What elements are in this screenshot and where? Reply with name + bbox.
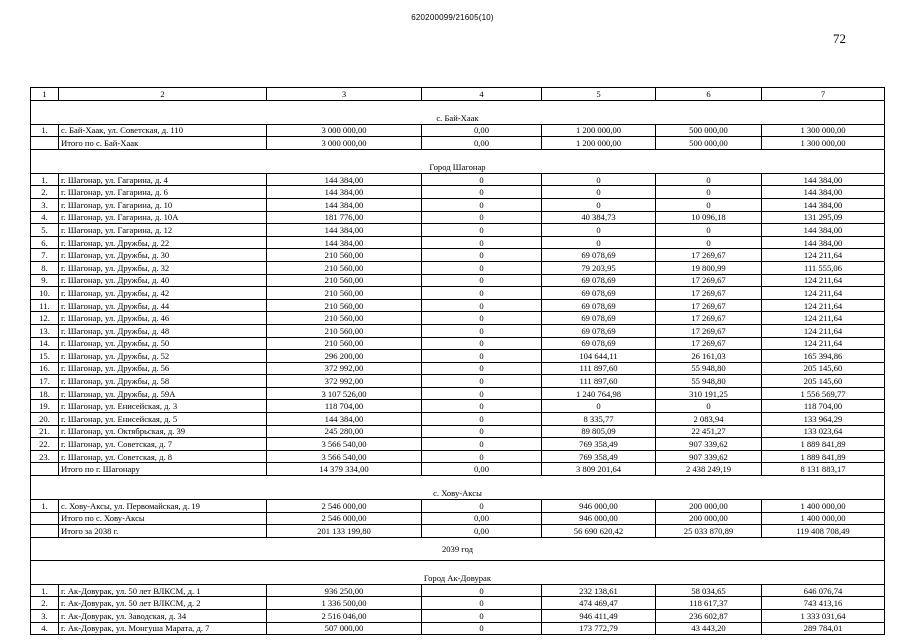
address-cell: Итого за 2038 г.	[59, 525, 267, 538]
col4-value: 0	[422, 287, 542, 300]
col5-value: 89 805,09	[542, 425, 656, 438]
col6-value: 55 948,80	[656, 375, 762, 388]
col7-value: 1 300 000,00	[762, 124, 885, 137]
col4-value: 0	[422, 173, 542, 186]
col6-value: 17 269,67	[656, 274, 762, 287]
col3-value: 181 776,00	[267, 211, 422, 224]
address-cell: г. Шагонар, ул. Гагарина, д. 12	[59, 224, 267, 237]
col4-value: 0	[422, 299, 542, 312]
col5-value: 8 335,77	[542, 413, 656, 426]
col3-value: 3 000 000,00	[267, 124, 422, 137]
col6-value: 26 161,03	[656, 350, 762, 363]
col4-value: 0	[422, 610, 542, 623]
col3-value: 2 546 000,00	[267, 500, 422, 513]
col6-value: 17 269,67	[656, 287, 762, 300]
col4-value: 0	[422, 362, 542, 375]
col3-value: 936 250,00	[267, 584, 422, 597]
col3-value: 14 379 334,00	[267, 463, 422, 476]
table-row	[31, 438, 885, 451]
col5-value: 232 138,61	[542, 584, 656, 597]
document-id: 620200099/21605(10)	[411, 13, 494, 22]
col7-value: 1 556 569,77	[762, 387, 885, 400]
row-number: 1.	[31, 124, 59, 137]
col4-value: 0	[422, 312, 542, 325]
address-cell: г. Шагонар, ул. Дружбы, д. 58	[59, 375, 267, 388]
col3-value: 144 384,00	[267, 413, 422, 426]
col6-value: 17 269,67	[656, 337, 762, 350]
col5-value: 0	[542, 198, 656, 211]
col3-value: 3 566 540,00	[267, 438, 422, 451]
row-number: 3.	[31, 198, 59, 211]
col6-value: 58 034,65	[656, 584, 762, 597]
col4-value: 0,00	[422, 124, 542, 137]
budget-table	[30, 87, 885, 635]
section-heading-row	[31, 476, 885, 500]
col5-value: 946 411,49	[542, 610, 656, 623]
total-row	[31, 525, 885, 538]
address-cell: г. Шагонар, ул. Гагарина, д. 10А	[59, 211, 267, 224]
address-cell: г. Шагонар, ул. Советская, д. 7	[59, 438, 267, 451]
row-number: 1.	[31, 500, 59, 513]
col4-value: 0,00	[422, 512, 542, 525]
col5-value: 1 200 000,00	[542, 124, 656, 137]
col4-value: 0	[422, 597, 542, 610]
col5-value: 1 240 764,98	[542, 387, 656, 400]
col7-value: 144 384,00	[762, 224, 885, 237]
col5-value: 40 384,73	[542, 211, 656, 224]
col3-value: 210 560,00	[267, 337, 422, 350]
col7-value: 165 394,86	[762, 350, 885, 363]
address-cell: с. Бай-Хаак, ул. Советская, д. 110	[59, 124, 267, 137]
col5-value: 104 644,11	[542, 350, 656, 363]
address-cell: г. Шагонар, ул. Дружбы, д. 48	[59, 324, 267, 337]
table-row	[31, 400, 885, 413]
col6-value: 0	[656, 186, 762, 199]
row-number: 14.	[31, 337, 59, 350]
address-cell: г. Шагонар, ул. Енисейская, д. 5	[59, 413, 267, 426]
col5-value: 69 078,69	[542, 324, 656, 337]
col4-value: 0	[422, 387, 542, 400]
total-row	[31, 463, 885, 476]
col5-value: 3 809 201,64	[542, 463, 656, 476]
col3-value: 144 384,00	[267, 198, 422, 211]
section-heading-row	[31, 149, 885, 173]
col7-value: 133 023,64	[762, 425, 885, 438]
col4-value: 0	[422, 261, 542, 274]
col5-value: 0	[542, 400, 656, 413]
table-row	[31, 413, 885, 426]
table-row	[31, 350, 885, 363]
col6-value: 500 000,00	[656, 137, 762, 150]
total-row	[31, 512, 885, 525]
col7-value: 8 131 883,17	[762, 463, 885, 476]
address-cell: г. Шагонар, ул. Дружбы, д. 50	[59, 337, 267, 350]
header-cell: 7	[762, 88, 885, 101]
col3-value: 245 280,00	[267, 425, 422, 438]
col6-value: 2 083,94	[656, 413, 762, 426]
col7-value: 124 211,64	[762, 324, 885, 337]
address-cell: г. Шагонар, ул. Гагарина, д. 6	[59, 186, 267, 199]
col7-value: 133 964,29	[762, 413, 885, 426]
table-row	[31, 610, 885, 623]
row-number: 11.	[31, 299, 59, 312]
col4-value: 0	[422, 450, 542, 463]
col3-value: 210 560,00	[267, 287, 422, 300]
total-row	[31, 137, 885, 150]
col7-value: 111 555,06	[762, 261, 885, 274]
col4-value: 0,00	[422, 525, 542, 538]
year-heading: 2039 год	[31, 537, 885, 560]
col3-value: 210 560,00	[267, 261, 422, 274]
address-cell: г. Шагонар, ул. Гагарина, д. 4	[59, 173, 267, 186]
row-number	[31, 137, 59, 150]
col6-value: 200 000,00	[656, 512, 762, 525]
col6-value: 25 033 870,89	[656, 525, 762, 538]
col7-value: 1 333 031,64	[762, 610, 885, 623]
col5-value: 1 200 000,00	[542, 137, 656, 150]
col3-value: 2 546 000,00	[267, 512, 422, 525]
col7-value: 1 300 000,00	[762, 137, 885, 150]
col3-value: 372 992,00	[267, 362, 422, 375]
col5-value: 0	[542, 224, 656, 237]
row-number: 22.	[31, 438, 59, 451]
table-row	[31, 312, 885, 325]
col3-value: 372 992,00	[267, 375, 422, 388]
address-cell: Итого по г. Шагонару	[59, 463, 267, 476]
table-body	[31, 88, 885, 635]
col3-value: 210 560,00	[267, 274, 422, 287]
col5-value: 769 358,49	[542, 438, 656, 451]
col7-value: 124 211,64	[762, 312, 885, 325]
section-heading-row	[31, 560, 885, 584]
col5-value: 56 690 620,42	[542, 525, 656, 538]
table-row	[31, 450, 885, 463]
col4-value: 0	[422, 584, 542, 597]
address-cell: г. Шагонар, ул. Дружбы, д. 59А	[59, 387, 267, 400]
address-cell: с. Хову-Аксы, ул. Первомайская, д. 19	[59, 500, 267, 513]
col3-value: 210 560,00	[267, 299, 422, 312]
row-number: 17.	[31, 375, 59, 388]
address-cell: г. Шагонар, ул. Дружбы, д. 44	[59, 299, 267, 312]
col6-value: 0	[656, 224, 762, 237]
col6-value: 200 000,00	[656, 500, 762, 513]
address-cell: г. Шагонар, ул. Октябрьская, д. 39	[59, 425, 267, 438]
col5-value: 946 000,00	[542, 500, 656, 513]
row-number	[31, 463, 59, 476]
col7-value: 131 295,09	[762, 211, 885, 224]
table-row	[31, 173, 885, 186]
col5-value: 69 078,69	[542, 299, 656, 312]
row-number: 1.	[31, 173, 59, 186]
col4-value: 0	[422, 413, 542, 426]
row-number	[31, 512, 59, 525]
table-row	[31, 274, 885, 287]
row-number	[31, 525, 59, 538]
table-row	[31, 622, 885, 635]
col5-value: 69 078,69	[542, 312, 656, 325]
row-number: 20.	[31, 413, 59, 426]
year-heading-row	[31, 537, 885, 560]
col5-value: 79 203,95	[542, 261, 656, 274]
row-number: 12.	[31, 312, 59, 325]
col3-value: 118 704,00	[267, 400, 422, 413]
col6-value: 17 269,67	[656, 324, 762, 337]
section-heading: Город Шагонар	[31, 149, 885, 173]
col3-value: 210 560,00	[267, 324, 422, 337]
col3-value: 507 000,00	[267, 622, 422, 635]
col4-value: 0	[422, 249, 542, 262]
page-number: 72	[833, 31, 846, 46]
col3-value: 144 384,00	[267, 236, 422, 249]
address-cell: г. Шагонар, ул. Советская, д. 8	[59, 450, 267, 463]
address-cell: г. Шагонар, ул. Дружбы, д. 40	[59, 274, 267, 287]
col4-value: 0	[422, 236, 542, 249]
row-number: 6.	[31, 236, 59, 249]
section-heading: Город Ак-Довурак	[31, 560, 885, 584]
col6-value: 0	[656, 400, 762, 413]
col7-value: 118 704,00	[762, 400, 885, 413]
table-row	[31, 337, 885, 350]
col6-value: 236 602,87	[656, 610, 762, 623]
col4-value: 0	[422, 438, 542, 451]
address-cell: г. Шагонар, ул. Дружбы, д. 52	[59, 350, 267, 363]
address-cell: г. Шагонар, ул. Дружбы, д. 46	[59, 312, 267, 325]
address-cell: Итого по с. Бай-Хаак	[59, 137, 267, 150]
col4-value: 0,00	[422, 463, 542, 476]
section-heading-row	[31, 100, 885, 124]
table-row	[31, 198, 885, 211]
table-row	[31, 236, 885, 249]
row-number: 4.	[31, 622, 59, 635]
col7-value: 144 384,00	[762, 186, 885, 199]
col7-value: 144 384,00	[762, 198, 885, 211]
row-number: 5.	[31, 224, 59, 237]
col7-value: 205 145,60	[762, 362, 885, 375]
col6-value: 907 339,62	[656, 450, 762, 463]
col4-value: 0	[422, 500, 542, 513]
address-cell: г. Шагонар, ул. Гагарина, д. 10	[59, 198, 267, 211]
header-cell: 1	[31, 88, 59, 101]
table-row	[31, 124, 885, 137]
col4-value: 0,00	[422, 137, 542, 150]
table-row	[31, 261, 885, 274]
address-cell: г. Шагонар, ул. Дружбы, д. 30	[59, 249, 267, 262]
address-cell: г. Шагонар, ул. Дружбы, д. 32	[59, 261, 267, 274]
col4-value: 0	[422, 337, 542, 350]
row-number: 3.	[31, 610, 59, 623]
header-cell: 2	[59, 88, 267, 101]
col5-value: 769 358,49	[542, 450, 656, 463]
col5-value: 173 772,79	[542, 622, 656, 635]
col3-value: 296 200,00	[267, 350, 422, 363]
col6-value: 55 948,80	[656, 362, 762, 375]
col7-value: 646 076,74	[762, 584, 885, 597]
row-number: 10.	[31, 287, 59, 300]
table-row	[31, 597, 885, 610]
section-heading: с. Бай-Хаак	[31, 100, 885, 124]
col3-value: 144 384,00	[267, 186, 422, 199]
row-number: 8.	[31, 261, 59, 274]
col7-value: 144 384,00	[762, 173, 885, 186]
col7-value: 124 211,64	[762, 287, 885, 300]
col5-value: 69 078,69	[542, 249, 656, 262]
col5-value: 69 078,69	[542, 274, 656, 287]
col6-value: 17 269,67	[656, 249, 762, 262]
table-row	[31, 249, 885, 262]
table-row	[31, 500, 885, 513]
col5-value: 111 897,60	[542, 362, 656, 375]
row-number: 18.	[31, 387, 59, 400]
col3-value: 144 384,00	[267, 173, 422, 186]
col7-value: 1 400 000,00	[762, 512, 885, 525]
col4-value: 0	[422, 324, 542, 337]
col5-value: 111 897,60	[542, 375, 656, 388]
col7-value: 144 384,00	[762, 236, 885, 249]
row-number: 9.	[31, 274, 59, 287]
row-number: 1.	[31, 584, 59, 597]
address-cell: г. Шагонар, ул. Дружбы, д. 22	[59, 236, 267, 249]
col3-value: 201 133 199,80	[267, 525, 422, 538]
col3-value: 210 560,00	[267, 312, 422, 325]
col6-value: 310 191,25	[656, 387, 762, 400]
col6-value: 118 617,37	[656, 597, 762, 610]
col3-value: 3 107 526,00	[267, 387, 422, 400]
col7-value: 119 408 708,49	[762, 525, 885, 538]
col7-value: 124 211,64	[762, 249, 885, 262]
header-cell: 4	[422, 88, 542, 101]
col4-value: 0	[422, 198, 542, 211]
col4-value: 0	[422, 274, 542, 287]
col7-value: 743 413,16	[762, 597, 885, 610]
table-row	[31, 211, 885, 224]
col3-value: 144 384,00	[267, 224, 422, 237]
row-number: 21.	[31, 425, 59, 438]
col7-value: 124 211,64	[762, 299, 885, 312]
table-row	[31, 375, 885, 388]
col7-value: 1 889 841,89	[762, 450, 885, 463]
table-row	[31, 299, 885, 312]
col7-value: 1 889 841,89	[762, 438, 885, 451]
col3-value: 3 000 000,00	[267, 137, 422, 150]
col6-value: 0	[656, 198, 762, 211]
col3-value: 2 516 046,00	[267, 610, 422, 623]
header-row	[31, 88, 885, 101]
row-number: 2.	[31, 597, 59, 610]
col6-value: 17 269,67	[656, 299, 762, 312]
col5-value: 946 000,00	[542, 512, 656, 525]
row-number: 2.	[31, 186, 59, 199]
row-number: 23.	[31, 450, 59, 463]
header-cell: 6	[656, 88, 762, 101]
col6-value: 19 800,99	[656, 261, 762, 274]
col6-value: 0	[656, 173, 762, 186]
address-cell: г. Шагонар, ул. Енисейская, д. 3	[59, 400, 267, 413]
table-row	[31, 324, 885, 337]
address-cell: г. Ак-Довурак, ул. 50 лет ВЛКСМ, д. 1	[59, 584, 267, 597]
col7-value: 124 211,64	[762, 274, 885, 287]
col3-value: 210 560,00	[267, 249, 422, 262]
address-cell: Итого по с. Хову-Аксы	[59, 512, 267, 525]
col4-value: 0	[422, 400, 542, 413]
col7-value: 1 400 000,00	[762, 500, 885, 513]
col4-value: 0	[422, 622, 542, 635]
header-cell: 5	[542, 88, 656, 101]
col6-value: 2 438 249,19	[656, 463, 762, 476]
col7-value: 205 145,60	[762, 375, 885, 388]
col7-value: 289 784,01	[762, 622, 885, 635]
col5-value: 474 469,47	[542, 597, 656, 610]
col5-value: 0	[542, 173, 656, 186]
table-row	[31, 224, 885, 237]
col4-value: 0	[422, 186, 542, 199]
address-cell: г. Ак-Довурак, ул. Заводская, д. 34	[59, 610, 267, 623]
table-row	[31, 425, 885, 438]
col6-value: 43 443,20	[656, 622, 762, 635]
col5-value: 0	[542, 186, 656, 199]
col6-value: 22 451,27	[656, 425, 762, 438]
table-row	[31, 287, 885, 300]
row-number: 4.	[31, 211, 59, 224]
row-number: 15.	[31, 350, 59, 363]
col4-value: 0	[422, 211, 542, 224]
row-number: 13.	[31, 324, 59, 337]
header-cell: 3	[267, 88, 422, 101]
row-number: 16.	[31, 362, 59, 375]
row-number: 19.	[31, 400, 59, 413]
col3-value: 3 566 540,00	[267, 450, 422, 463]
address-cell: г. Ак-Довурак, ул. 50 лет ВЛКСМ, д. 2	[59, 597, 267, 610]
address-cell: г. Ак-Довурак, ул. Монгуша Марата, д. 7	[59, 622, 267, 635]
col6-value: 10 096,18	[656, 211, 762, 224]
col4-value: 0	[422, 375, 542, 388]
col6-value: 0	[656, 236, 762, 249]
col5-value: 69 078,69	[542, 287, 656, 300]
address-cell: г. Шагонар, ул. Дружбы, д. 42	[59, 287, 267, 300]
table-row	[31, 387, 885, 400]
table-row	[31, 186, 885, 199]
address-cell: г. Шагонар, ул. Дружбы, д. 56	[59, 362, 267, 375]
table-row	[31, 584, 885, 597]
col6-value: 500 000,00	[656, 124, 762, 137]
col5-value: 0	[542, 236, 656, 249]
table-row	[31, 362, 885, 375]
section-heading: с. Хову-Аксы	[31, 476, 885, 500]
col5-value: 69 078,69	[542, 337, 656, 350]
col3-value: 1 336 500,00	[267, 597, 422, 610]
col6-value: 907 339,62	[656, 438, 762, 451]
col4-value: 0	[422, 350, 542, 363]
row-number: 7.	[31, 249, 59, 262]
col4-value: 0	[422, 224, 542, 237]
col4-value: 0	[422, 425, 542, 438]
col7-value: 124 211,64	[762, 337, 885, 350]
col6-value: 17 269,67	[656, 312, 762, 325]
